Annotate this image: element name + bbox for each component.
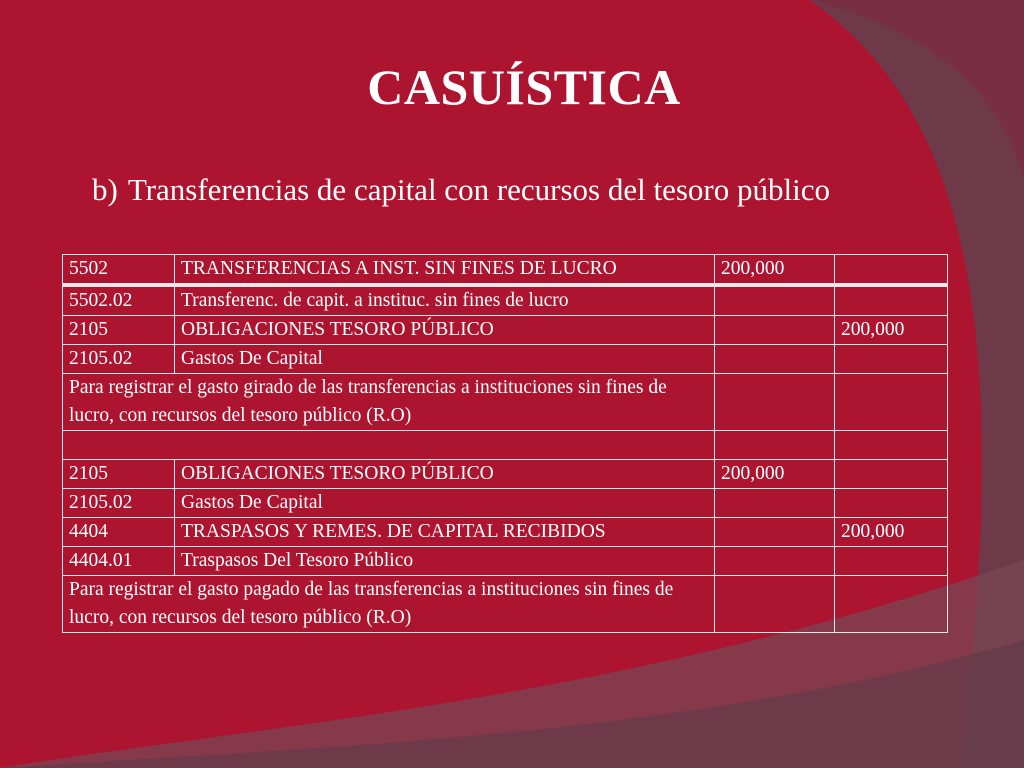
table-row xyxy=(63,374,948,431)
slide-title: CASUÍSTICA xyxy=(367,59,681,115)
table-row-blank xyxy=(63,431,948,460)
account-code: 2105 xyxy=(63,316,175,345)
account-code: 2105 xyxy=(63,460,175,489)
slide-subtitle xyxy=(92,172,830,208)
debit-amount xyxy=(715,489,835,518)
debit-amount xyxy=(715,285,835,316)
debit-amount xyxy=(715,374,835,431)
account-code: 2105.02 xyxy=(63,345,175,374)
entry-note: Para registrar el gasto girado de las transferencias a instituciones sin fines de lucro, con recursos del tesoro público (R.O) xyxy=(63,374,715,431)
debit-amount xyxy=(715,576,835,633)
account-description: OBLIGACIONES TESORO PÚBLICO xyxy=(175,460,715,489)
table-row xyxy=(63,576,948,633)
credit-amount xyxy=(835,255,948,286)
account-description: Gastos De Capital xyxy=(175,345,715,374)
account-description: Transferenc. de capit. a instituc. sin fines de lucro xyxy=(175,285,715,316)
table-row xyxy=(63,460,948,489)
credit-amount xyxy=(835,345,948,374)
debit-amount xyxy=(715,345,835,374)
entry-note: Para registrar el gasto pagado de las transferencias a instituciones sin fines de lucro, con recursos del tesoro público (R.O) xyxy=(63,576,715,633)
debit-amount xyxy=(715,518,835,547)
account-description: TRANSFERENCIAS A INST. SIN FINES DE LUCRO xyxy=(175,255,715,286)
credit-amount xyxy=(835,374,948,431)
account-code: 4404.01 xyxy=(63,547,175,576)
debit-amount xyxy=(715,316,835,345)
account-code: 2105.02 xyxy=(63,489,175,518)
ledger-table xyxy=(62,254,948,633)
account-code: 5502 xyxy=(63,255,175,286)
account-code: 4404 xyxy=(63,518,175,547)
credit-amount: 200,000 xyxy=(835,316,948,345)
table-row xyxy=(63,547,948,576)
credit-amount xyxy=(835,576,948,633)
subtitle-marker: b) xyxy=(92,172,118,207)
credit-amount xyxy=(835,460,948,489)
table-row xyxy=(63,345,948,374)
account-description: Traspasos Del Tesoro Público xyxy=(175,547,715,576)
table-row xyxy=(63,489,948,518)
debit-amount xyxy=(715,547,835,576)
account-code: 5502.02 xyxy=(63,285,175,316)
credit-amount xyxy=(835,489,948,518)
debit-amount: 200,000 xyxy=(715,460,835,489)
account-description: OBLIGACIONES TESORO PÚBLICO xyxy=(175,316,715,345)
subtitle-text: Transferencias de capital con recursos del tesoro público xyxy=(127,172,830,207)
table-row xyxy=(63,316,948,345)
table-row xyxy=(63,255,948,286)
account-description: TRASPASOS Y REMES. DE CAPITAL RECIBIDOS xyxy=(175,518,715,547)
table-row xyxy=(63,518,948,547)
credit-amount xyxy=(835,285,948,316)
account-description: Gastos De Capital xyxy=(175,489,715,518)
credit-amount: 200,000 xyxy=(835,518,948,547)
debit-amount: 200,000 xyxy=(715,255,835,286)
table-row xyxy=(63,285,948,316)
credit-amount xyxy=(835,547,948,576)
